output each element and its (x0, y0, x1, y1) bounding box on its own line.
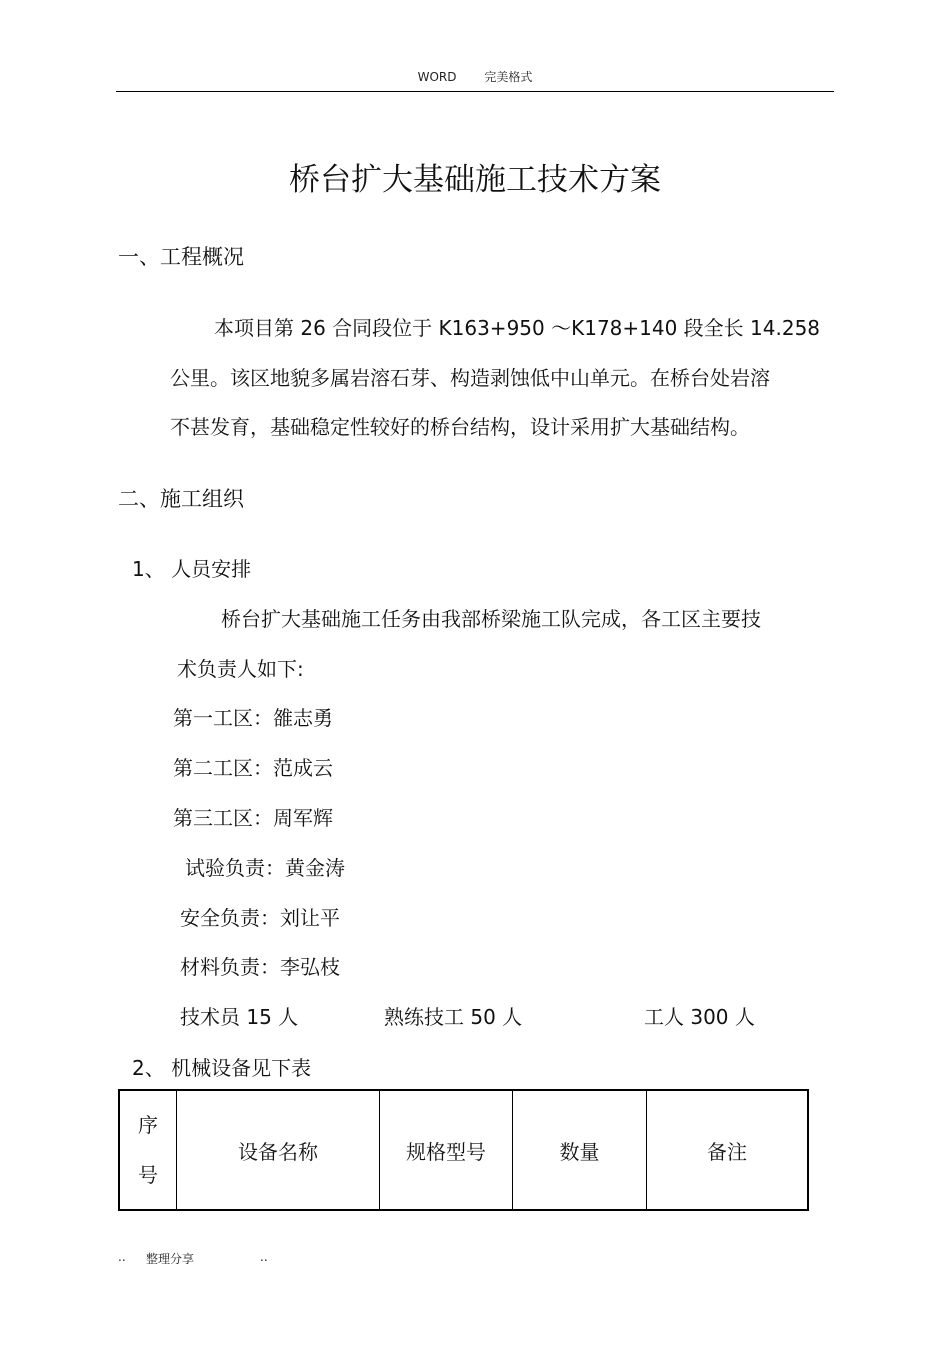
count-workers: 工人 300 人 (644, 1005, 755, 1029)
table-header-seq-top: 序 (138, 1113, 158, 1137)
staff-item-1: 第一工区：雒志勇 (173, 706, 333, 730)
staff-item-2: 第二工区：范成云 (173, 756, 333, 780)
staff-item-5: 安全负责：刘让平 (180, 906, 340, 930)
subsection-1-heading: 1、 人员安排 (132, 557, 252, 581)
staffing-line-2: 术负责人如下: (177, 657, 304, 681)
table-header-equipment-name: 设备名称 (177, 1090, 380, 1210)
staff-item-6: 材料负责：李弘枝 (180, 955, 340, 979)
staff-item-3: 第三工区：周军辉 (173, 806, 333, 830)
table-header-row (119, 1090, 808, 1210)
staffing-line-1: 桥台扩大基础施工任务由我部桥梁施工队完成，各工区主要技 (221, 607, 761, 631)
table-header-remarks: 备注 (647, 1090, 809, 1210)
header-rule (116, 91, 834, 92)
footer-left-dots: .. (118, 1250, 126, 1264)
footer-center-text: 整理分享 (146, 1252, 195, 1266)
document-title: 桥台扩大基础施工技术方案 (289, 162, 661, 198)
equipment-table (118, 1089, 809, 1211)
subsection-2-heading: 2、 机械设备见下表 (132, 1056, 312, 1080)
section-1-line-1: 本项目第 26 合同段位于 K163+950 ～K178+140 段全长 14.258 (214, 316, 821, 340)
page-header (0, 68, 950, 85)
section-2-heading: 二、施工组织 (118, 487, 244, 511)
count-skilled-workers: 熟练技工 50 人 (384, 1005, 523, 1029)
table-header-seq (119, 1090, 177, 1210)
section-1-line-3: 不甚发育，基础稳定性较好的桥台结构，设计采用扩大基础结构。 (170, 415, 750, 439)
section-1-heading: 一、工程概况 (118, 245, 244, 269)
staff-item-4: 试验负责：黄金涛 (185, 856, 345, 880)
table-header-quantity: 数量 (513, 1090, 647, 1210)
footer-right-dots: .. (260, 1250, 268, 1264)
section-1-line-2: 公里。该区地貌多属岩溶石芽、构造剥蚀低中山单元。在桥台处岩溶 (170, 366, 770, 390)
table-header-seq-bottom: 号 (138, 1163, 158, 1187)
table-header-spec-model: 规格型号 (380, 1090, 513, 1210)
header-right-text: 完美格式 (484, 70, 533, 84)
count-technicians: 技术员 15 人 (180, 1005, 299, 1029)
header-left-text: WORD (417, 70, 457, 84)
